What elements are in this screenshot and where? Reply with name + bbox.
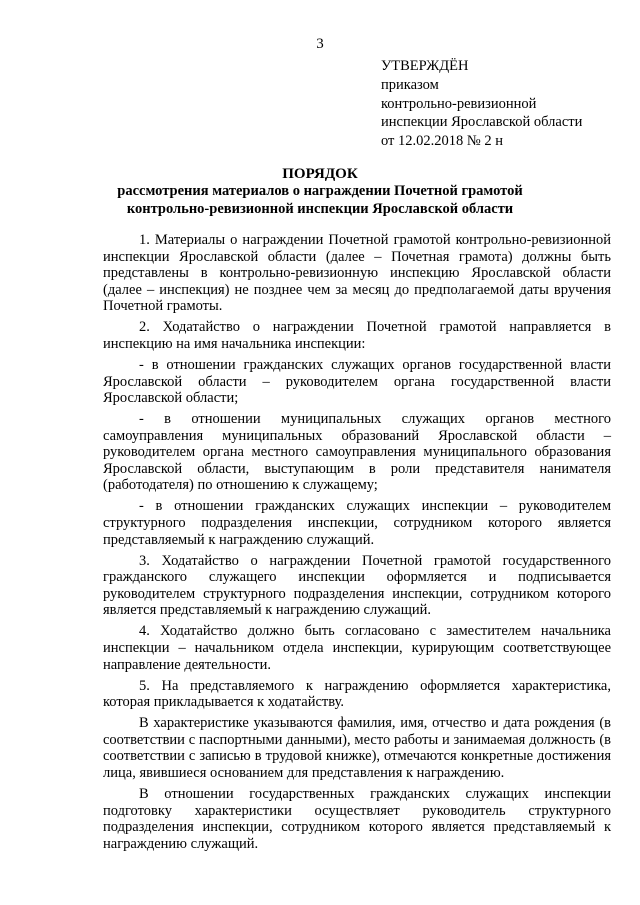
paragraph: - в отношении гражданских служащих органов государственной власти Ярославской области – руководителем органа государственной власти Ярославской области; [103,356,611,407]
paragraph: 5. На представляемого к награждению оформляется характеристика, которая прикладывается к ходатайству. [103,677,611,711]
document-body [103,232,611,852]
page-number: 3 [316,36,324,52]
document-subtitle [0,183,640,218]
approval-line: инспекции Ярославской области [381,114,583,131]
paragraph: 3. Ходатайство о награждении Почетной грамотой государственного гражданского служащего инспекции оформляется и подписывается руководителем структурного подразделения инспекции, сотрудником которого является представляемый к награждению служащий. [103,552,611,619]
paragraph: - в отношении гражданских служащих инспекции – руководителем структурного подразделения инспекции, сотрудником которого является представляемый к награждению служащий. [103,498,611,548]
paragraph: 4. Ходатайство должно быть согласовано с заместителем начальника инспекции – начальником отдела инспекции, курирующим соответствующее направление деятельности. [103,623,611,673]
paragraph: 1. Материалы о награждении Почетной грамотой контрольно-ревизионной инспекции Ярославской области (далее – Почетная грамота) должны быть представлены в контрольно-ревизионную инспекцию Ярославской области (далее – инспекция) не позднее чем за месяц до предполагаемой даты вручения Почетной грамоты. [103,232,611,315]
document-title: ПОРЯДОК [282,166,358,182]
subtitle-line: контрольно-ревизионной инспекции Ярославской области [126,200,514,217]
approval-line: контрольно-ревизионной [381,95,537,112]
paragraph: В характеристике указываются фамилия, имя, отчество и дата рождения (в соответствии с паспортными данными), место работы и занимаемая должность (в соответствии с записью в трудовой книжке), отмечаются конкретные достижения лица, явившиеся основанием для представления к награждению. [103,715,611,781]
approval-block [381,57,582,151]
paragraph: - в отношении муниципальных служащих органов местного самоуправления муниципальных образований Ярославской области – руководителем органа местного самоуправления муниципального образования Ярославской области, выступающим в роли представителя нанимателя (работодателя) по отношению к служащему; [103,411,611,494]
paragraph: В отношении государственных гражданских служащих инспекции подготовку характеристики осуществляет руководитель структурного подразделения инспекции, сотрудником которого является представляемый к награждению служащий. [103,785,611,852]
approval-line: приказом [381,76,439,93]
subtitle-line: рассмотрения материалов о награждении Почетной грамотой [117,183,523,199]
approval-heading: УТВЕРЖДЁН [381,58,469,74]
approval-date-line: от 12.02.2018 № 2 н [381,133,503,150]
paragraph: 2. Ходатайство о награждении Почетной грамотой направляется в инспекцию на имя начальника инспекции: [103,319,611,352]
